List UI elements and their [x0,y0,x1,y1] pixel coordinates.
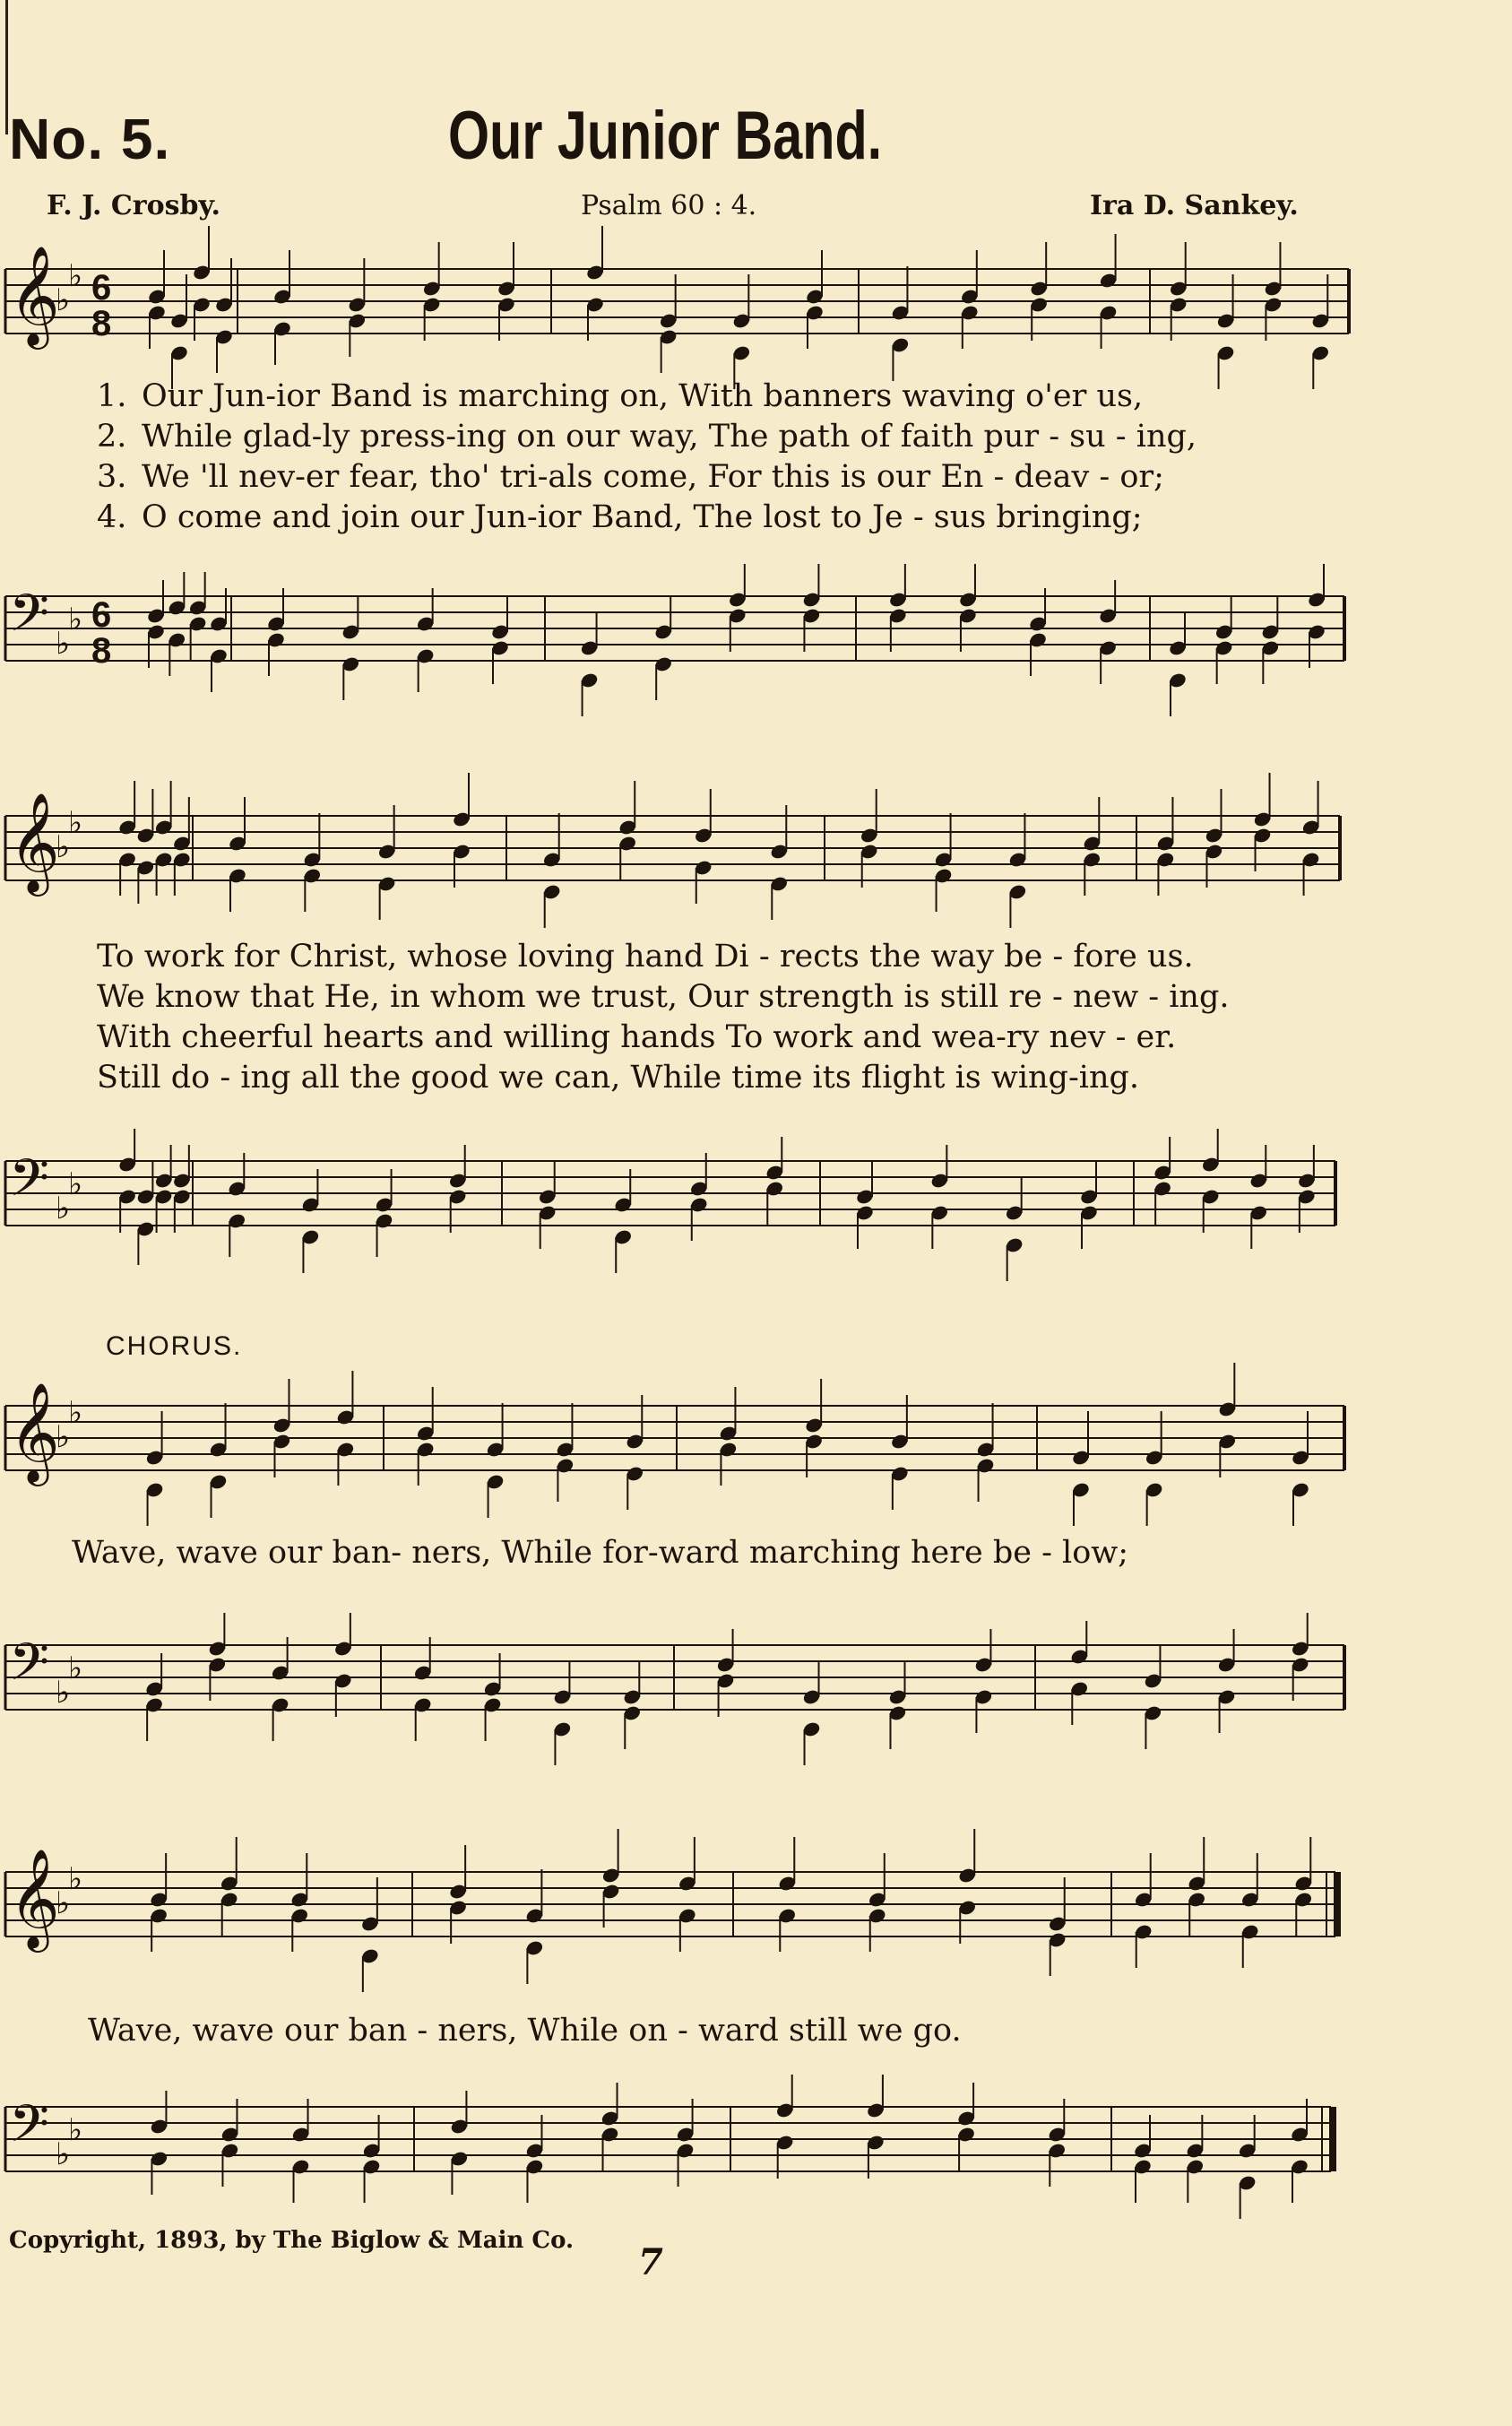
treble-clef-icon: 𝄞 [9,1382,60,1482]
time-sig-top: 6 [91,595,112,635]
flat-icon: ♭ [68,1861,83,1897]
hymn-number: No. 5. [9,107,171,171]
treble-staff-1 [0,242,1512,377]
verses-lines-1 [97,377,1197,538]
composer-credit: Ira D. Sankey. [1090,190,1299,221]
flat-icon: ♭ [68,1395,83,1431]
verses-lines-2 [97,937,1230,1098]
bass-staff-1 [0,560,1512,713]
verse-1-line-1: 1. Our Jun-ior Band is marching on, With banners waving o'er us, [97,377,1197,417]
flat-icon: ♭ [68,258,83,294]
page-edge-line [5,0,8,134]
verse-2-line-1: 2. While glad-ly press-ing on our way, The path of faith pur - su - ing, [97,417,1197,457]
flat-icon: ♭ [56,1191,71,1226]
flat-icon: ♭ [68,1166,83,1202]
bass-clef-icon: 𝄢 [9,583,50,656]
page-number: 7 [638,2241,663,2283]
verse-4-line-1: 4. O come and join our Jun-ior Band, The lost to Je - sus bringing; [97,498,1197,538]
flat-icon: ♭ [56,1419,71,1455]
verse-1-line-2: To work for Christ, whose loving hand Di - rects the way be - fore us. [97,939,1194,975]
bass-clef-icon: 𝄢 [9,2093,50,2167]
treble-staff-4 [0,1829,1512,1990]
verse-number: 3. [97,459,127,495]
chorus-lyric-2: Wave, wave our ban - ners, While on - ward still we go. [88,2013,962,2049]
hymn-title: Our Junior Band. [448,98,883,174]
bass-clef-icon: 𝄢 [9,1632,50,1705]
verse-4-line-2: Still do - ing all the good we can, While time its flight is wing-ing. [97,1060,1140,1096]
verse-3-line-1: 3. We 'll nev-er fear, tho' tri-als come, For this is our En - deav - or; [97,457,1197,498]
flat-icon: ♭ [56,1885,71,1921]
copyright-notice: Copyright, 1893, by The Biglow & Main Co. [9,2227,575,2254]
time-sig-bottom: 8 [91,304,112,343]
flat-icon: ♭ [56,1675,71,1711]
flat-icon: ♭ [68,2112,83,2148]
flat-icon: ♭ [68,1651,83,1686]
treble-staff-3 [0,1363,1512,1515]
flat-icon: ♭ [56,626,71,662]
treble-clef-icon: 𝄞 [9,1848,60,1948]
treble-staff-2 [0,789,1512,923]
verse-3-line-2: With cheerful hearts and willing hands To work and wea-ry nev - er. [97,1019,1177,1055]
bass-staff-4 [0,2058,1512,2228]
verse-2-line-2: We know that He, in whom we trust, Our strength is still re - new - ing. [97,979,1230,1015]
verse-number: 1. [97,378,127,414]
chorus-lyric-1: Wave, wave our ban- ners, While for-ward marching here be - low; [72,1535,1129,1571]
verse-number: 2. [97,419,127,455]
flat-icon: ♭ [68,602,83,637]
time-sig-bottom: 8 [91,631,112,671]
scripture-reference: Psalm 60 : 4. [581,190,757,221]
verse-number: 4. [97,499,127,535]
flat-icon: ♭ [56,282,71,318]
chorus-label: CHORUS. [106,1331,243,1361]
bass-staff-2 [0,1125,1512,1269]
time-sig-top: 6 [91,268,112,308]
flat-icon: ♭ [68,805,83,841]
bass-clef-icon: 𝄢 [9,1148,50,1221]
bass-staff-3 [0,1582,1512,1762]
author-credit: F. J. Crosby. [47,190,220,221]
treble-clef-icon: 𝄞 [9,792,60,892]
flat-icon: ♭ [56,2136,71,2172]
flat-icon: ♭ [56,829,71,865]
treble-clef-icon: 𝄞 [9,245,60,345]
